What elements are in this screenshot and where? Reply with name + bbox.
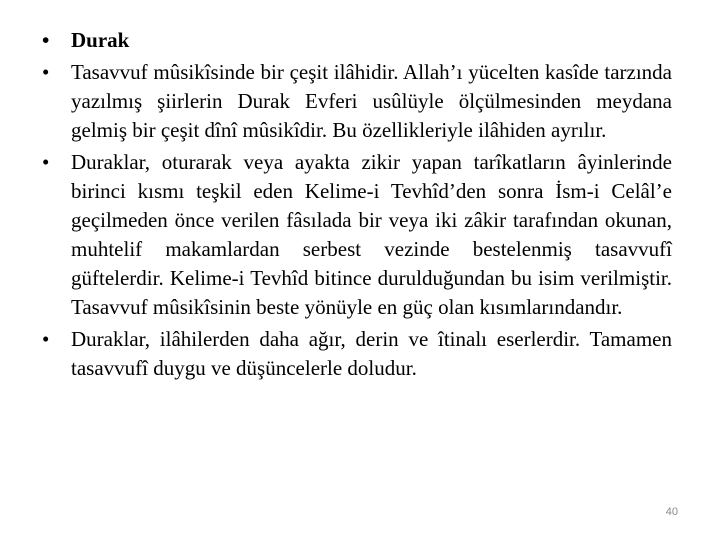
bullet-marker: • xyxy=(42,28,50,52)
bullet-text: Tasavvuf mûsikîsinde bir çeşit ilâhidir. Allah’ı yücelten kasîde tarzında yazılmış şiirlerin Durak Evferi usûlüyle ölçülmesinden meydana gelmiş bir çeşit dînî mûsikîdir. Bu özellikleriyle ilâhiden ayrılır. xyxy=(71,60,672,142)
bullet-item-definition xyxy=(42,58,672,145)
bullet-text: Duraklar, oturarak veya ayakta zikir yapan tarîkatların âyinlerinde birinci kısmı teşkil eden Kelime-i Tevhîd’den sonra İsm-i Celâl’e geçilmeden önce verilen fâsılada bir veya iki zâkir tarafından okunan, muhtelif makamlardan serbest vezinde bestelenmiş tasavvufî güftelerdir. Kelime-i Tevhîd bitince durulduğundan bu isim verilmiştir. Tasavvuf mûsikîsinin beste yönüyle en güç olan kısımlarındandır. xyxy=(71,150,672,319)
bullet-item-description xyxy=(42,148,672,322)
bullet-item-title xyxy=(42,26,672,55)
slide-content xyxy=(42,26,672,383)
page-number: 40 xyxy=(665,506,678,518)
bullet-text: Duraklar, ilâhilerden daha ağır, derin ve îtinalı eserlerdir. Tamamen tasavvufî duygu ve düşüncelerle doludur. xyxy=(71,327,672,380)
bullet-item-characteristics xyxy=(42,325,672,383)
bullet-marker: • xyxy=(42,327,50,351)
bullet-marker: • xyxy=(42,150,50,174)
bullet-marker: • xyxy=(42,60,50,84)
bullet-list xyxy=(42,26,672,383)
bullet-text: Durak xyxy=(71,28,130,52)
